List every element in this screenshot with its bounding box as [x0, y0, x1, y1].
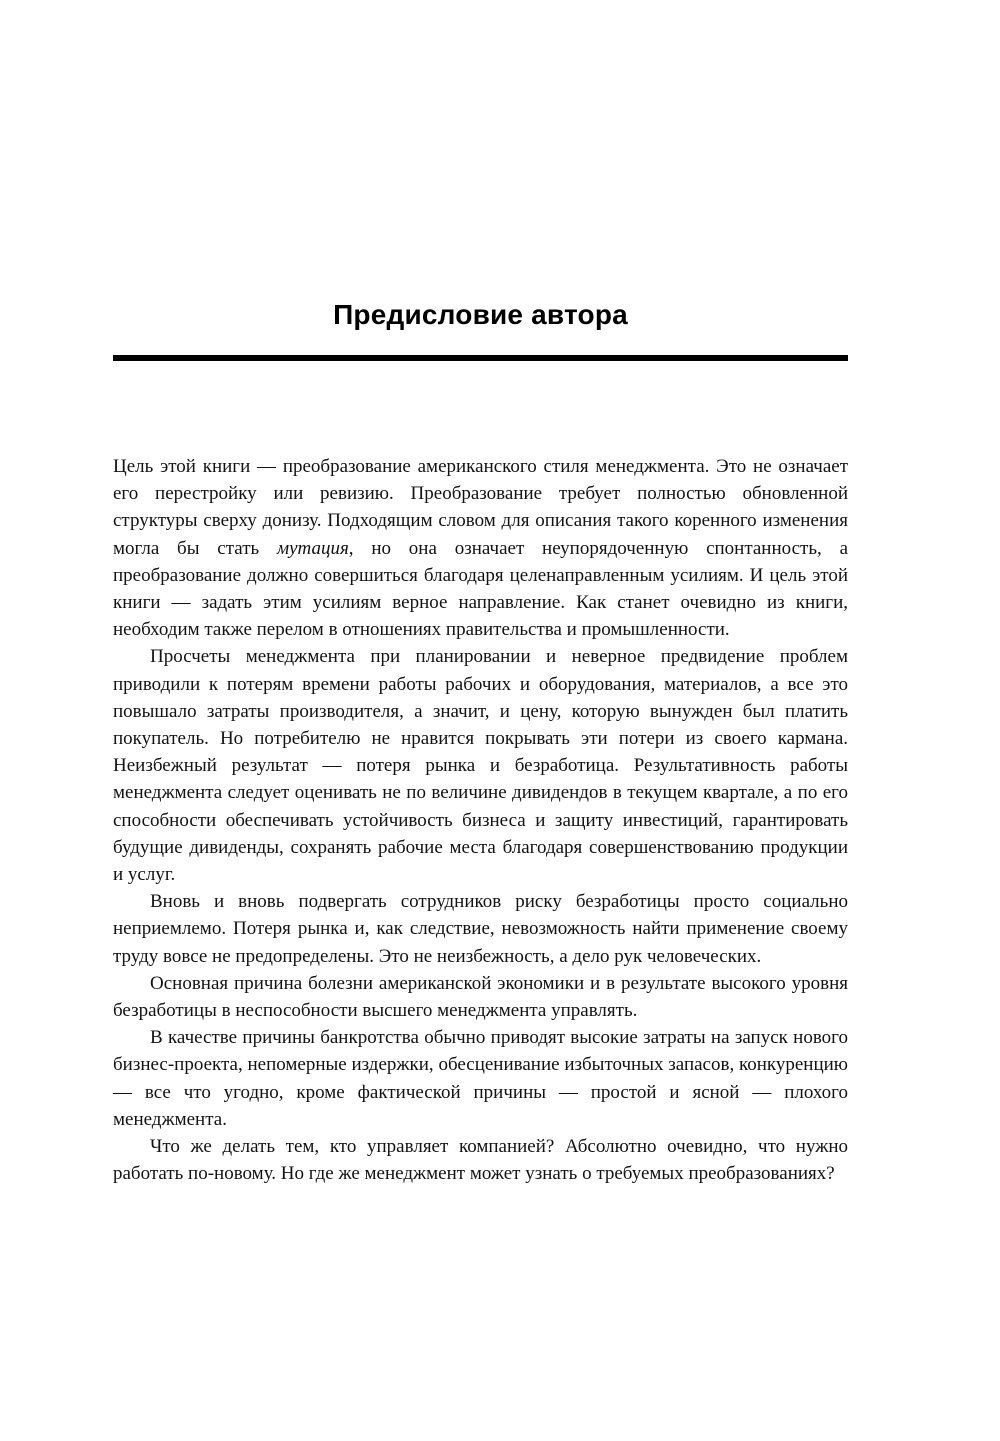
paragraph-text: , но она означает неупорядоченную спонтанность, а преобразование должно совершиться благодаря целенаправленным усилиям. И цель этой книги — задать этим усилиям верное направление. Как станет очевидно из книги, необходим также перелом в отношениях правительства и промышленности. — [113, 537, 848, 641]
paragraph — [113, 453, 848, 643]
italic-word: мутация — [276, 537, 349, 559]
paragraph: Что же делать тем, кто управляет компанией? Абсолютно очевидно, что нужно работать по-новому. Но где же менеджмент может узнать о требуемых преобразованиях? — [113, 1136, 848, 1185]
title-rule — [113, 355, 848, 361]
paragraph: Вновь и вновь подвергать сотрудников риску безработицы просто социально неприемлемо. Потеря рынка и, как следствие, невозможность найти применение своему труду вовсе не предопределены. Это не неизбежность, а дело рук человеческих. — [113, 891, 848, 967]
paragraph: Просчеты менеджмента при планировании и неверное предвидение проблем приводили к потерям времени работы рабочих и оборудования, материалов, а все это повышало затраты производителя, а значит, и цену, которую вынужден был платить покупатель. Но потребителю не нравится покрывать эти потери из своего кармана. Неизбежный результат — потеря рынка и безработица. Результативность работы менеджмента следует оценивать не по величине дивидендов в текущем квартале, а по его способности обеспечивать устойчивость бизнеса и защиту инвестиций, гарантировать будущие дивиденды, сохранять рабочие места благодаря совершенствованию продукции и услуг. — [113, 646, 848, 886]
paragraph: Основная причина болезни американской экономики и в результате высокого уровня безработицы в неспособности высшего менеджмента управлять. — [113, 972, 848, 1022]
page-title: Предисловие автора — [333, 299, 628, 330]
paragraph-text: Цель этой книги — преобразование американского стиля менеджмента. Это не означает его перестройку или ревизию. Преобразование требует полностью обновленной структуры сверху донизу. Подходящим словом для описания такого коренного изменения могла бы стать — [113, 456, 848, 559]
paragraph: В качестве причины банкротства обычно приводят высокие затраты на запуск нового бизнес-проекта, непомерные издержки, обесценивание избыточных запасов, конкуренцию — все что угодно, кроме фактической причины — простой и ясной — плохого менеджмента. — [113, 1027, 848, 1130]
body-text — [113, 453, 848, 1187]
text-column — [113, 0, 848, 1187]
